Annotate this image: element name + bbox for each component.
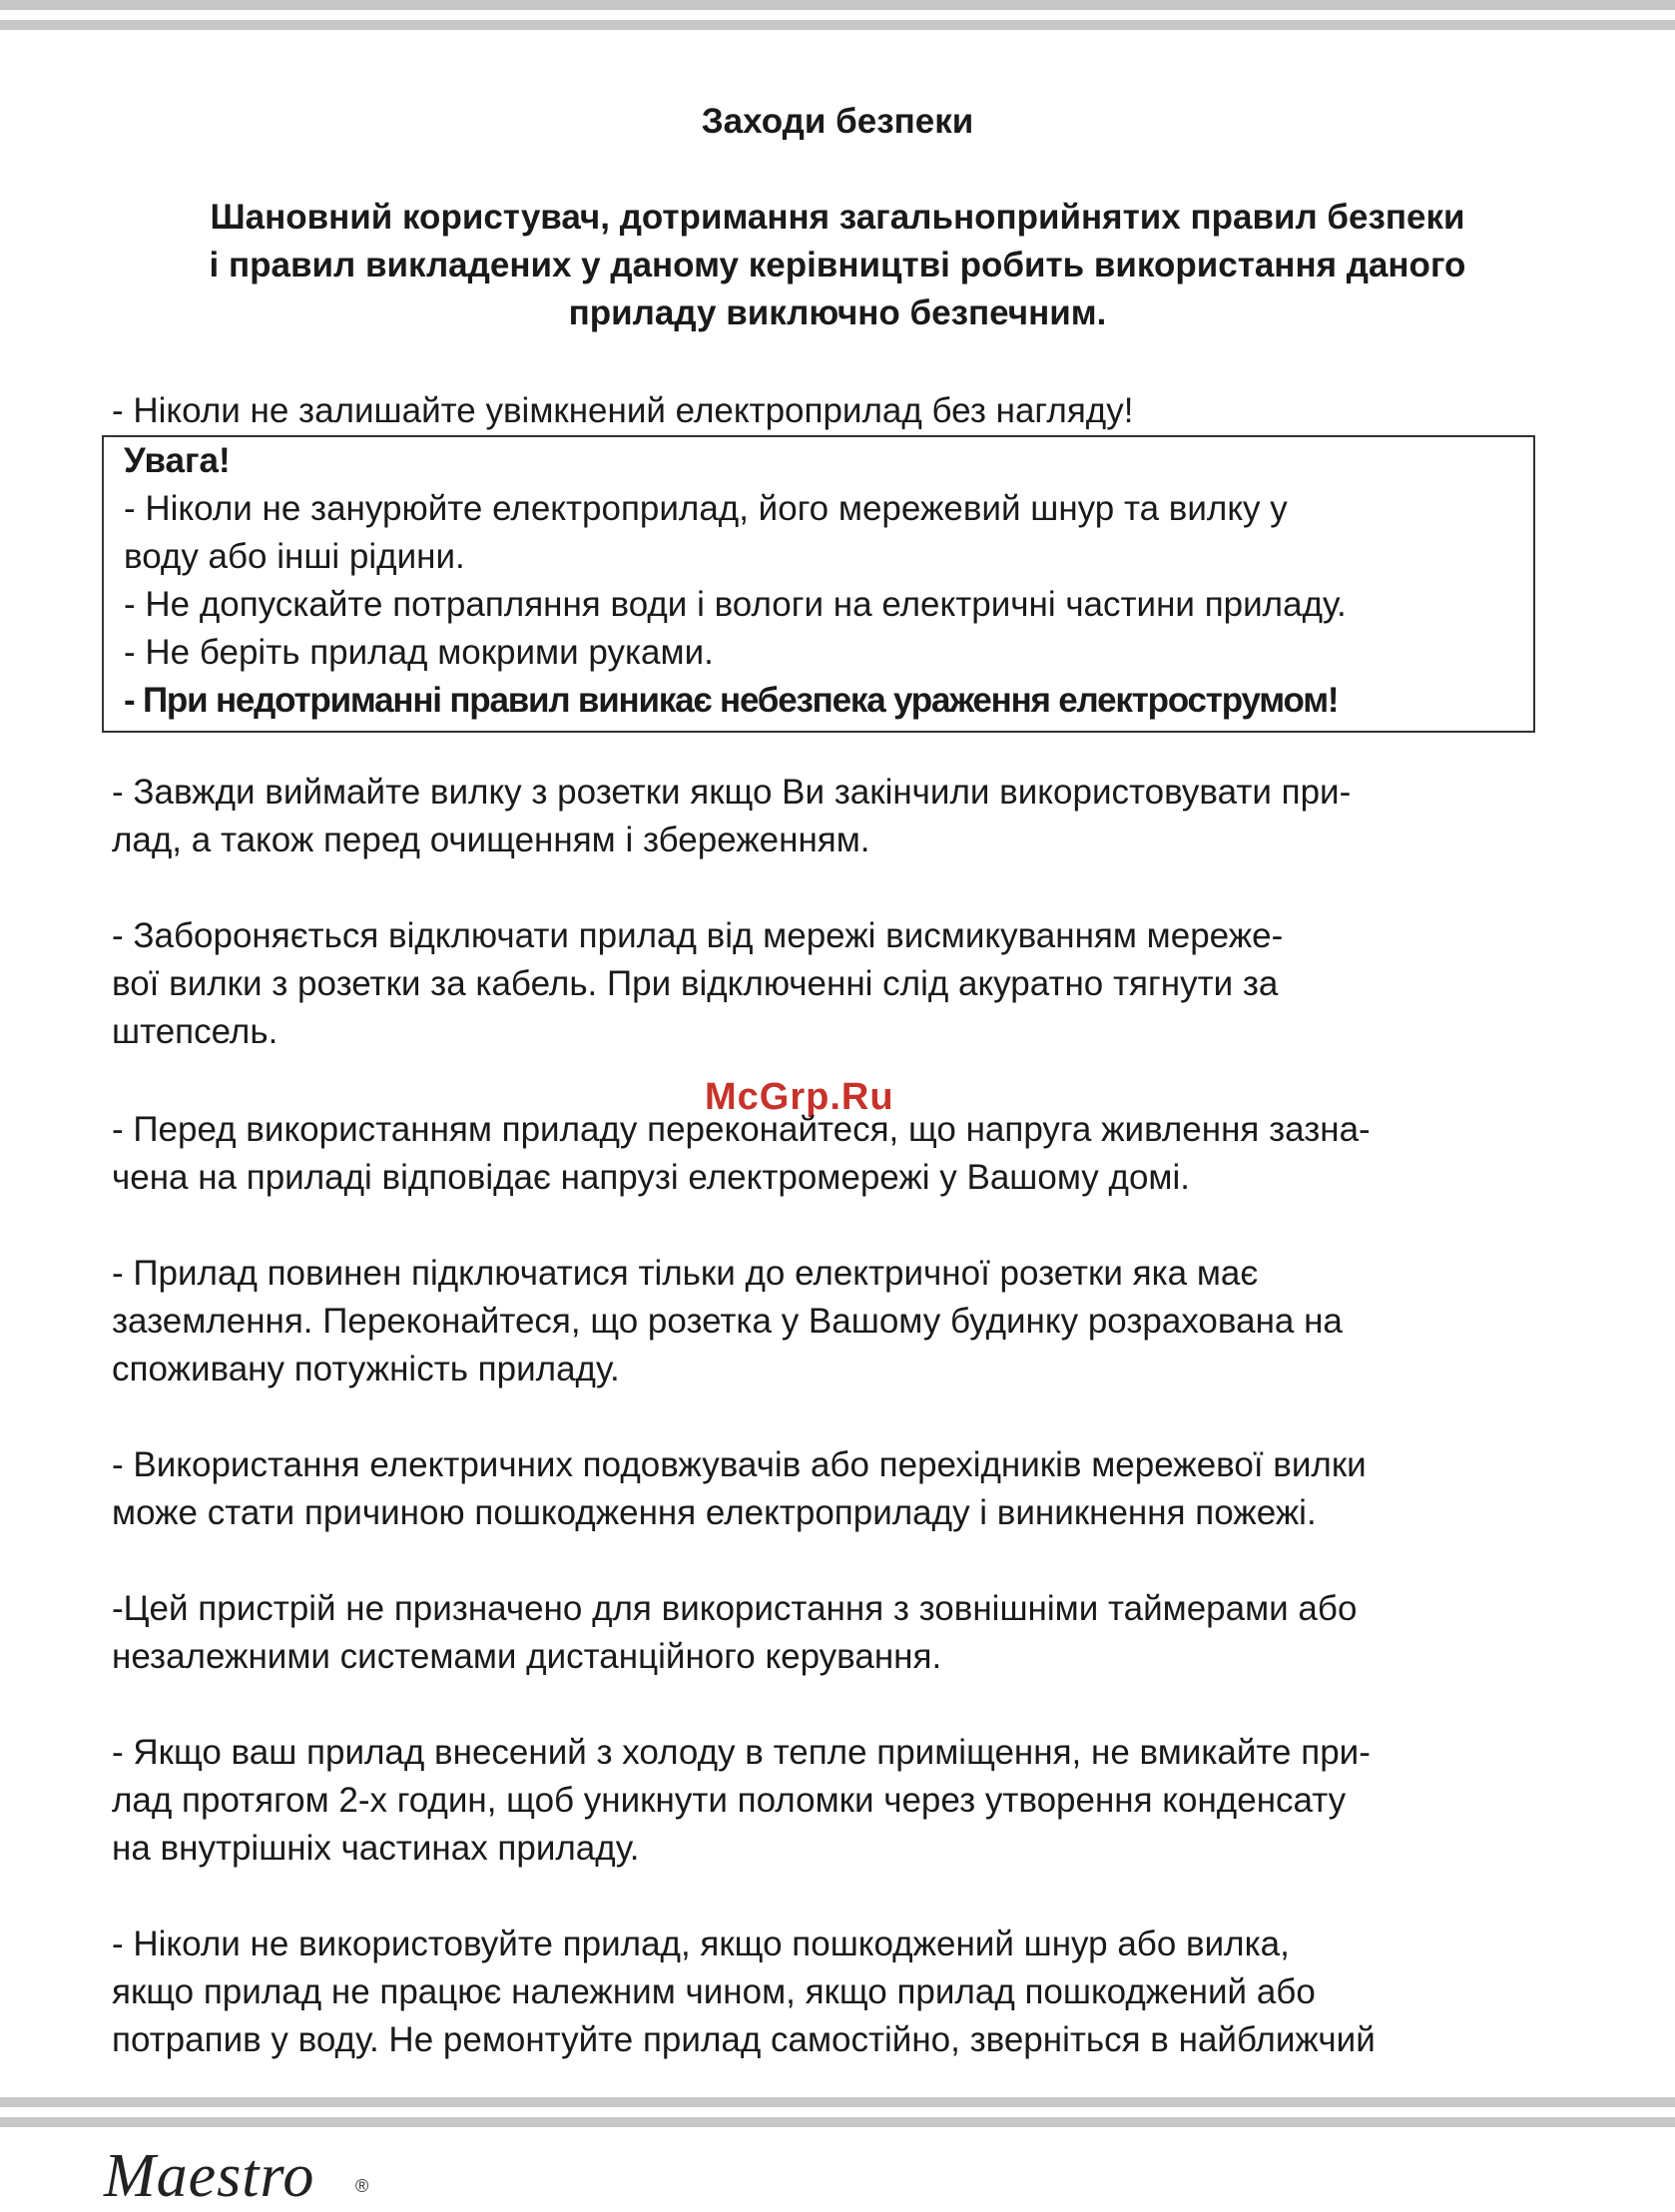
paragraph-line: - Завжди виймайте вилку з розетки якщо Ви закінчили використовувати при- (112, 773, 1352, 812)
paragraph-condensation (112, 1729, 1569, 1873)
paragraph-line: лад протягом 2-х годин, щоб уникнути поломки через утворення конденсату (112, 1781, 1347, 1820)
paragraph-cable (112, 912, 1569, 1056)
paragraph-voltage (112, 1106, 1569, 1202)
paragraph-line: споживану потужність приладу. (112, 1350, 620, 1388)
paragraph-damage (112, 1921, 1569, 2064)
bottom-rule (0, 2097, 1675, 2107)
page-title: Заходи безпеки (701, 102, 974, 141)
paragraph-line: - Перед використанням приладу переконайтеся, що напруга живлення зазна- (112, 1110, 1371, 1149)
paragraph-line: -Цей пристрій не призначено для використання з зовнішніми таймерами або (112, 1589, 1358, 1628)
paragraph-line: штепсель. (112, 1012, 279, 1051)
warning-heading: Увага! (124, 441, 231, 480)
warning-content (124, 437, 1541, 725)
top-rule (0, 20, 1675, 30)
paragraph-line: якщо прилад не працює належним чином, якщо прилад пошкоджений або (112, 1972, 1316, 2011)
paragraph-timers (112, 1585, 1569, 1681)
intro-line: приладу виключно безпечним. (568, 293, 1107, 332)
warning-line: - Не беріть прилад мокрими руками. (124, 633, 714, 672)
warning-line: воду або інші рідини. (124, 537, 465, 576)
paragraph-line: - Ніколи не використовуйте прилад, якщо пошкоджений шнур або вилка, (112, 1925, 1290, 1963)
warning-line: - Ніколи не занурюйте електроприлад, його мережевий шнур та вилку у (124, 489, 1288, 528)
intro-text (110, 194, 1565, 337)
bottom-rule (0, 2117, 1675, 2127)
intro-line: і правил викладених у даному керівництві робить використання даного (209, 246, 1466, 284)
paragraph-line: потрапив у воду. Не ремонтуйте прилад самостійно, зверніться в найближчий (112, 2020, 1376, 2059)
paragraph-grounding (112, 1250, 1569, 1393)
paragraph-line: - Якщо ваш прилад внесений з холоду в тепле приміщення, не вмикайте при- (112, 1733, 1371, 1772)
warning-emphasis: - При недотриманні правил виникає небезпека ураження електрострумом! (124, 681, 1339, 720)
paragraph-line: вої вилки з розетки за кабель. При відключенні слід акуратно тягнути за (112, 964, 1279, 1003)
paragraph-line: - Прилад повинен підключатися тільки до електричної розетки яка має (112, 1254, 1259, 1293)
brand-logo: Maestro (104, 2142, 315, 2210)
registered-mark: ® (355, 2176, 369, 2196)
top-rule (0, 0, 1675, 10)
rule-no-unattended: - Ніколи не залишайте увімкнений електроприлад без нагляду! (112, 391, 1134, 430)
paragraph-line: - Забороняється відключати прилад від мережі висмикуванням мереже- (112, 916, 1284, 955)
paragraph-line: заземлення. Переконайтеся, що розетка у Вашому будинку розрахована на (112, 1302, 1343, 1341)
watermark: McGrp.Ru (705, 1076, 894, 1118)
intro-line: Шановний користувач, дотримання загальноприйнятих правил безпеки (210, 198, 1465, 237)
paragraph-line: - Використання електричних подовжувачів або перехідників мережевої вилки (112, 1445, 1367, 1484)
warning-line: - Не допускайте потрапляння води і вологи на електричні частини приладу. (124, 585, 1347, 624)
paragraph-line: на внутрішніх частинах приладу. (112, 1829, 640, 1868)
paragraph-extension (112, 1441, 1569, 1537)
paragraph-unplug (112, 769, 1569, 864)
paragraph-line: може стати причиною пошкодження електроприладу і виникнення пожежі. (112, 1493, 1317, 1532)
paragraph-line: незалежними системами дистанційного керування. (112, 1637, 942, 1676)
paragraph-line: лад, а також перед очищенням і збереженням. (112, 821, 870, 859)
paragraph-line: чена на приладі відповідає напрузі електромережі у Вашому домі. (112, 1158, 1190, 1197)
